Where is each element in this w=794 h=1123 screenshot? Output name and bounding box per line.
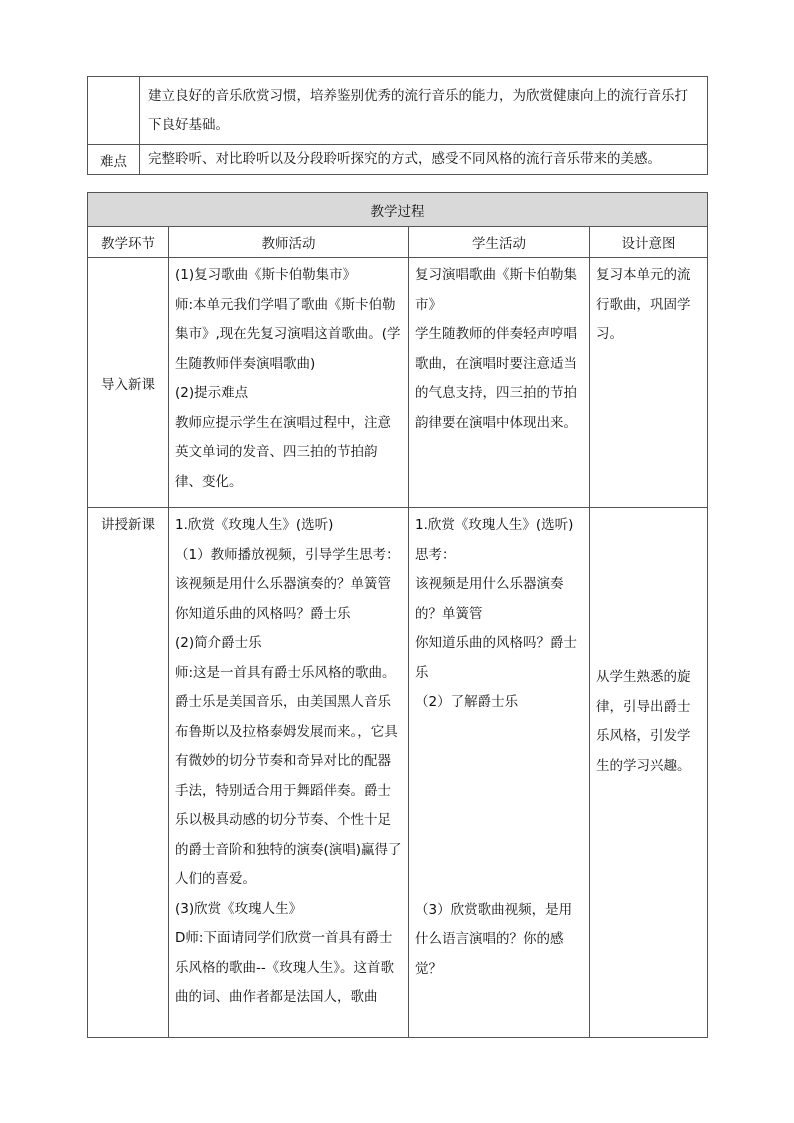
goal-text: 建立良好的音乐欣赏习惯，培养鉴别优秀的流行音乐的能力，为欣赏健康向上的流行音乐打下良好基础。 <box>140 77 708 145</box>
student-new-line-3: 该视频是用什么乐器演奏的？单簧管 <box>415 576 564 622</box>
student-intro-line-2: 学生随教师的伴奏轻声哼唱歌曲，在演唱时要注意适当的气息支持，四三拍的节拍韵律要在演唱中体现出来。 <box>415 326 577 431</box>
col-header-stage: 教学环节 <box>88 227 169 258</box>
intent-intro-text: 复习本单元的流行歌曲，巩固学习。 <box>596 267 691 342</box>
process-title: 教学过程 <box>88 193 708 227</box>
teacher-new-line-3: 该视频是用什么乐器演奏的？单簧管 <box>175 576 391 592</box>
col-header-teacher: 教师活动 <box>169 227 409 258</box>
teacher-intro-line-3: (2)提示难点 <box>175 385 249 401</box>
difficulty-text: 完整聆听、对比聆听以及分段聆听探究的方式，感受不同风格的流行音乐带来的美感。 <box>140 145 708 175</box>
teacher-new-line-2: （1）教师播放视频，引导学生思考： <box>175 546 400 563</box>
teacher-intro-line-4: 教师应提示学生在演唱过程中，注意英文单词的发音、四三拍的节拍韵律、变化。 <box>175 414 391 490</box>
goal-label-cell <box>88 77 140 145</box>
goals-table <box>87 76 708 175</box>
teacher-new-line-4: 你知道乐曲的风格吗？爵士乐 <box>175 605 351 622</box>
teacher-intro-line-2: 师:本单元我们学唱了歌曲《斯卡伯勒集市》,现在先复习演唱这首歌曲。(学生随教师伴奏演唱歌曲) <box>175 296 401 372</box>
stage-new-lesson-label: 讲授新课 <box>101 517 155 533</box>
student-intro-line-1: 复习演唱歌曲《斯卡伯勒集市》 <box>415 267 577 313</box>
teacher-new-line-6: 师:这是一首具有爵士乐风格的歌曲。爵士乐是美国音乐，由美国黑人音乐布鲁斯以及拉格泰姆发展而来。，它具有微妙的切分节奏和奇异对比的配器手法，特别适合用于舞蹈伴奏。爵士乐以极具动感的切分节奏、个性十足的爵士音阶和独特的演奏(演唱)赢得了人们的喜爱。 <box>175 664 402 887</box>
teacher-intro-line-1: (1)复习歌曲《斯卡伯勒集市》 <box>175 267 357 283</box>
intent-new <box>590 508 708 1038</box>
student-new-line-6: （3）欣赏歌曲视频，是用什么语言演唱的？你的感觉？ <box>415 901 573 977</box>
stage-new-lesson <box>88 508 169 1038</box>
stage-intro: 导入新课 <box>88 258 169 508</box>
col-header-intent: 设计意图 <box>590 227 708 258</box>
teacher-new-line-7: (3)欣赏《玫瑰人生》 <box>175 900 303 917</box>
teacher-new-line-1: 1.欣赏《玫瑰人生》(选听) <box>175 517 334 533</box>
student-new-spacer <box>415 718 583 896</box>
col-header-student: 学生活动 <box>409 227 590 258</box>
intent-new-text: 从学生熟悉的旋律，引导出爵士乐风格，引发学生的学习兴趣。 <box>596 669 691 774</box>
student-activity-new <box>409 508 590 1038</box>
student-new-line-1: 1.欣赏《玫瑰人生》(选听) <box>415 517 574 533</box>
teacher-new-line-8: D师:下面请同学们欣赏一首具有爵士乐风格的歌曲--《玫瑰人生》。这首歌曲的词、曲作者都是法国人，歌曲 <box>175 930 394 1005</box>
student-activity-intro <box>409 258 590 508</box>
student-new-line-4: 你知道乐曲的风格吗？爵士乐 <box>415 635 577 681</box>
intent-intro <box>590 258 708 508</box>
teacher-activity-new <box>169 508 409 1038</box>
teacher-activity-intro <box>169 258 409 508</box>
student-new-line-5: （2）了解爵士乐 <box>415 694 519 710</box>
student-new-line-2: 思考： <box>415 546 456 563</box>
teacher-new-line-5: (2)简介爵士乐 <box>175 635 262 651</box>
process-table <box>87 192 708 1038</box>
difficulty-label: 难点 <box>88 145 140 175</box>
